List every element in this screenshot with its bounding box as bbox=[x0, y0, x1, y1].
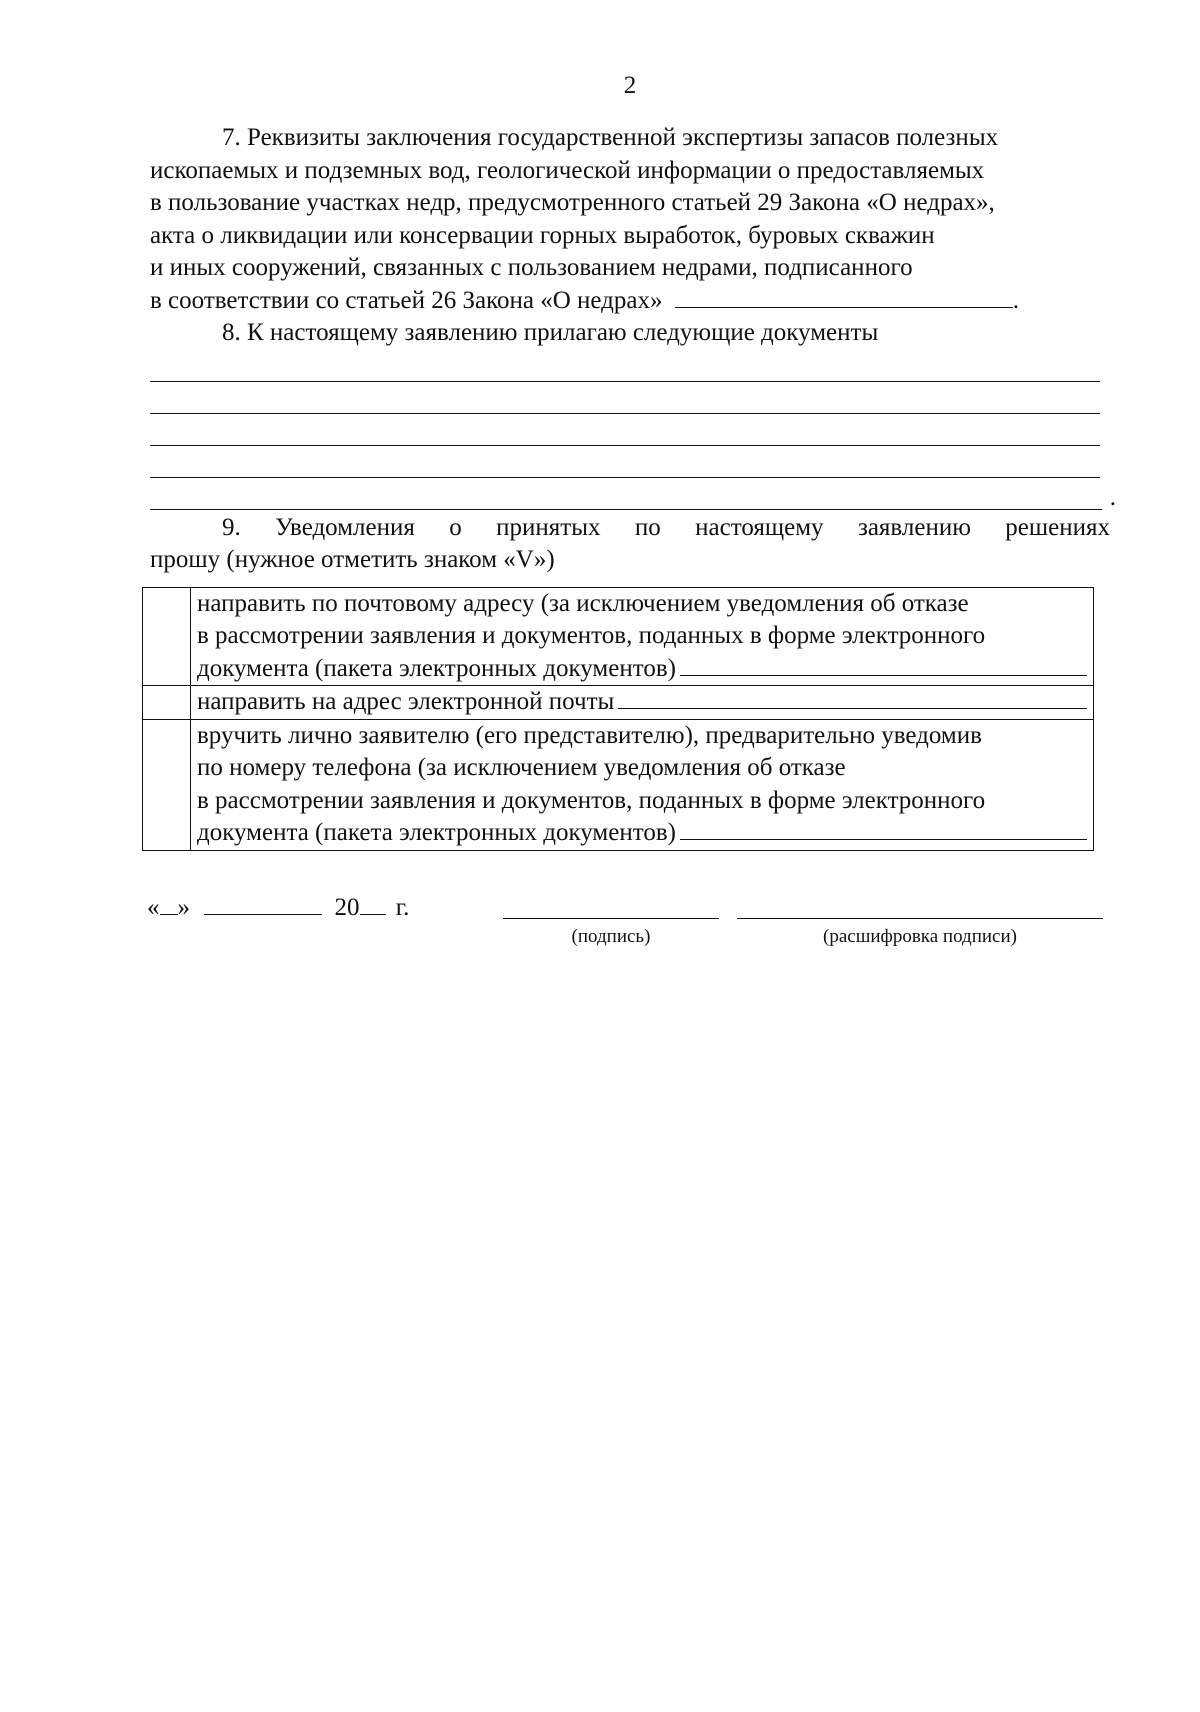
option-personal-line-1: вручить лично заявителю (его представителю), предварительно уведомив bbox=[197, 721, 982, 749]
option-text-email bbox=[191, 686, 1094, 720]
option-personal-line-3: в рассмотрении заявления и документов, поданных в форме электронного bbox=[197, 786, 986, 814]
option-personal-line-4: документа (пакета электронных документов) bbox=[197, 819, 676, 846]
attached-documents-line-3[interactable] bbox=[150, 414, 1100, 446]
postal-address-field[interactable] bbox=[680, 653, 1087, 676]
option-postal-line-2: в рассмотрении заявления и документов, поданных в форме электронного bbox=[197, 622, 986, 649]
section-7-last-text: в соответствии со статьей 26 Закона «О недрах» bbox=[150, 286, 663, 314]
signature-decoding-field[interactable] bbox=[737, 918, 1103, 919]
section-9 bbox=[150, 512, 1110, 851]
option-personal-line-2: по номеру телефона (за исключением уведомления об отказе bbox=[197, 754, 846, 781]
option-email-last bbox=[197, 686, 1087, 719]
option-postal-line-1: направить по почтовому адресу (за исключением уведомления об отказе bbox=[197, 589, 969, 617]
phone-number-field[interactable] bbox=[680, 817, 1087, 840]
option-row-postal bbox=[143, 587, 1094, 686]
option-checkbox-postal[interactable] bbox=[143, 587, 191, 686]
attached-documents-line-2[interactable] bbox=[150, 382, 1100, 414]
section-7-period: . bbox=[1012, 286, 1019, 314]
section-7-line-3: в пользование участках недр, предусмотренного статьей 29 Закона «О недрах», bbox=[150, 189, 995, 216]
email-address-field[interactable] bbox=[618, 686, 1087, 709]
option-checkbox-email[interactable] bbox=[143, 686, 191, 720]
signature-field[interactable] bbox=[503, 918, 719, 919]
option-text-postal bbox=[191, 587, 1094, 686]
expertise-details-field[interactable] bbox=[675, 285, 1013, 308]
section-8-period: . bbox=[1109, 484, 1116, 511]
date-field bbox=[147, 892, 409, 922]
option-postal-last bbox=[197, 653, 1087, 686]
month-field[interactable] bbox=[204, 892, 322, 915]
signature-row bbox=[147, 892, 1107, 952]
option-checkbox-personal[interactable] bbox=[143, 719, 191, 850]
section-7-line-1: 7. Реквизиты заключения государственной экспертизы запасов полезных bbox=[222, 124, 999, 151]
year-field[interactable] bbox=[360, 892, 386, 915]
option-row-personal bbox=[143, 719, 1094, 850]
signature-caption: (подпись) bbox=[571, 926, 651, 947]
section-7-last-line bbox=[150, 285, 1110, 318]
date-quote-close: » bbox=[177, 894, 190, 921]
option-personal-last bbox=[197, 817, 1087, 850]
day-field[interactable] bbox=[160, 892, 178, 915]
section-8 bbox=[150, 317, 1116, 511]
document-body bbox=[150, 122, 1116, 851]
section-7-line-5: и иных сооружений, связанных с пользованием недрами, подписанного bbox=[150, 254, 913, 281]
attached-documents-line-5[interactable] bbox=[150, 478, 1116, 511]
year-suffix: г. bbox=[395, 894, 410, 921]
attached-documents-line-4[interactable] bbox=[150, 446, 1100, 478]
attached-documents-lines bbox=[150, 350, 1116, 511]
year-prefix: 20 bbox=[334, 894, 360, 921]
date-quote-open: « bbox=[147, 894, 160, 921]
option-email-line-1: направить на адрес электронной почты bbox=[197, 688, 615, 715]
section-9-line-1: 9. Уведомления о принятых по настоящему заявлению решениях bbox=[222, 513, 1110, 541]
section-9-last-line: прошу (нужное отметить знаком «V») bbox=[150, 546, 555, 573]
option-text-personal bbox=[191, 719, 1094, 850]
section-7-line-4: акта о ликвидации или консервации горных выработок, буровых скважин bbox=[150, 221, 935, 249]
signature-decoding-caption: (расшифровка подписи) bbox=[823, 926, 1017, 947]
option-postal-line-3: документа (пакета электронных документов) bbox=[197, 654, 676, 682]
section-7 bbox=[150, 122, 1110, 317]
section-8-text: 8. К настоящему заявлению прилагаю следующие документы bbox=[222, 319, 879, 346]
section-7-line-2: ископаемых и подземных вод, геологической информации о предоставляемых bbox=[150, 156, 985, 184]
attached-documents-line-1[interactable] bbox=[150, 350, 1100, 382]
option-row-email bbox=[143, 686, 1094, 720]
page-number: 2 bbox=[623, 72, 637, 99]
notification-options-table bbox=[142, 587, 1094, 851]
